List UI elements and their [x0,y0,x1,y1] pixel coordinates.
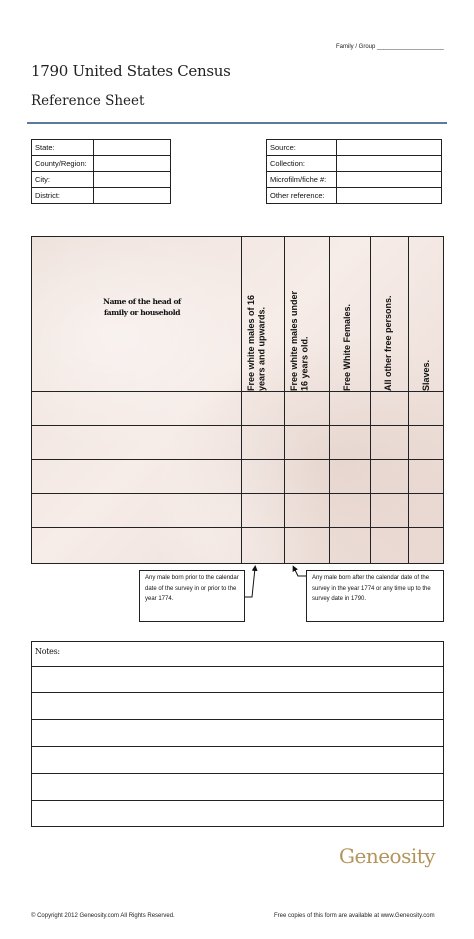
column-header-males-under-16: Free white males under 16 years old. [289,290,310,391]
column-header-males-16-up: Free white males of 16 years and upwards. [246,294,267,391]
geneosity-logo: Geneosity [339,844,436,868]
arrow-to-males-16-up [244,568,255,597]
column-header-white-females: Free White Females. [342,303,352,391]
family-group-field: Family / Group ____________________ [336,44,444,50]
microfilm-label: Microfilm/fiche #: [267,172,337,188]
county-region-label: County/Region: [32,156,94,172]
collection-label: Collection: [267,156,337,172]
other-reference-label: Other reference: [267,188,337,204]
notes-line [32,719,443,720]
notes-line [32,692,443,693]
page-title: 1790 United States Census [31,62,231,80]
notes-line [32,773,443,774]
notes-section [31,641,444,827]
copyright-text: © Copyright 2012 Geneosity.com All Rights Reserved. [31,913,175,919]
note-born-before-1774: Any male born prior to the calendar date of the survey in or prior to the year 1774. [139,570,245,622]
column-header-other-free: All other free persons. [383,295,393,391]
notes-line [32,746,443,747]
notes-line [32,666,443,667]
district-label: District: [32,188,94,204]
note-born-after-1774: Any male born after the calendar date of the survey in the year 1774 or any time up to the survey date in 1790. [306,570,444,622]
city-label: City: [32,172,94,188]
arrow-to-males-under-16 [294,568,306,576]
state-label: State: [32,140,94,156]
notes-label: Notes: [35,647,60,656]
source-label: Source: [267,140,337,156]
free-copies-text: Free copies of this form are available at www.Geneosity.com [274,913,435,919]
column-header-slaves: Slaves. [421,359,431,391]
page-subtitle: Reference Sheet [31,93,145,109]
name-column-header: Name of the head of family or household [103,297,181,317]
notes-line [32,800,443,801]
